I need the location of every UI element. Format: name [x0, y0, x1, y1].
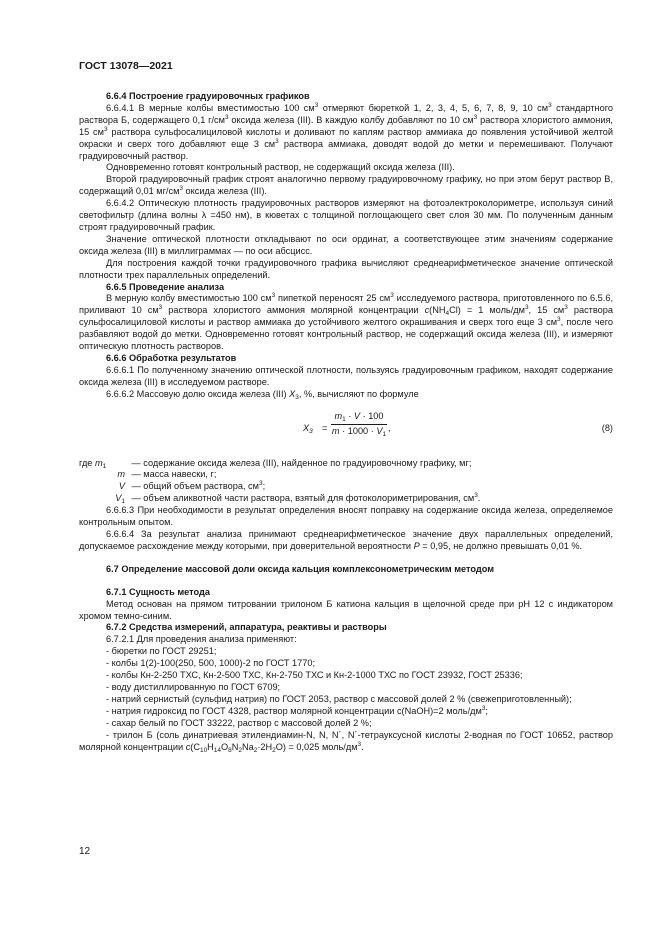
paragraph: Для построения каждой точки градуировочного графика вычисляют среднеарифметическое значение оптической плотности трех параллельных определений.	[79, 257, 613, 280]
paragraph: - сахар белый по ГОСТ 33222, раствор с массовой долей 2 %;	[106, 717, 372, 728]
paragraph: 6.6.6.1 По полученному значению оптической плотности, пользуясь градуировочным графиком, находят содержание оксида железа (III) в исследуемом растворе.	[79, 364, 613, 387]
paragraph: - колбы Кн-2-250 ТХС, Кн-2-500 ТХС, Кн-2-750 ТХС и Кн-2-1000 ТХС по ГОСТ 23932, ГОСТ 25336;	[106, 670, 523, 681]
section-heading: 6.6.4 Построение градуировочных графиков	[106, 91, 310, 101]
definition-symbol: m	[117, 469, 125, 480]
paragraph: 6.6.6.3 При необходимости в результат определения вносят поправку на содержание оксида железа, определяемое контрольным опытом.	[79, 505, 613, 528]
paragraph: 6.7.2.1 Для проведения анализа применяют:	[106, 634, 297, 645]
paragraph: Второй градуировочный график строят аналогично первому градуировочному графику, но при этом берут раствор В, содержащий 0,01 $мг/см^3$ оксида железа (III).	[79, 174, 613, 197]
page-body	[79, 91, 613, 753]
paragraph: 6.6.4.2 Оптическую плотность градуировочных растворов измеряют на фотоэлектроколориметре, используя синий светофильтр (длина волны λ =450 нм), в кюветах с толщиной поглощающего свет слоя 30 мм. По полученным данным строят градуировочный график.	[79, 198, 613, 232]
section-heading: 6.7.2 Средства измерений, аппаратура, реактивы и растворы	[106, 622, 387, 633]
paragraph: В мерную колбу вместимостью 100 $см^3$ пипеткой переносят 25 $см^3$ исследуемого раствора, приготовленного по 6.5.6, приливают 10 $см^3$ раствора хлористого аммония молярной концентрации $c(NH_4Cl) = 1$ моль/$дм^3$, 15 $см^3$ раствора сульфосалициловой кислоты и раствор аммиака до устойчивого желтого окрашивания и сверх того еще 3 $см^3$, после чего разбавляют водой до метки. Одновременно готовят контрольный раствор, не содержащий оксида железа (III), и измеряют оптическую плотность растворов.	[79, 292, 613, 352]
definition-symbol: V	[118, 481, 125, 492]
formula-number: (8)	[601, 422, 613, 433]
section-heading: 6.7.1 Сущность метода	[106, 586, 210, 597]
definition-row	[79, 493, 613, 505]
formula-definitions	[79, 458, 613, 506]
paragraph: - бюретки по ГОСТ 29251;	[106, 646, 217, 657]
definition-text: — общий объем раствора, $см^3$;	[129, 480, 266, 492]
formula-numerator: $m_1 \cdot V \cdot 100$	[334, 410, 384, 423]
text-section-6-7	[79, 505, 613, 753]
paragraph: 6.6.4.1 В мерные колбы вместимостью 100 $см^3$ отмеряют бюреткой 1, 2, 3, 4, 5, 6, 7, 8, 9, 10 $см^3$ стандартного раствора Б, содержащего 0,1 $г/см^3$ оксида железа (III). В каждую колбу добавляют по 10 $см^3$ раствора хлористого аммония, 15 $см^3$ раствора сульфосалициловой кислоты и доливают по каплям раствор аммиака до появления устойчивой желтой окраски и сверх того добавляют еще 3 $см^3$ раствора аммиака, доводят водой до метки и перемешивают. Получают градуировочный раствор.	[79, 101, 613, 161]
paragraph: 6.6.6.2 Массовую долю оксида железа (III) $X_3$, %, вычисляют по формуле	[106, 388, 419, 401]
formula-8	[79, 407, 613, 453]
definition-text: — объем аликвотной части раствора, взятый для фотоколориметрирования, $см^3$.	[129, 492, 481, 504]
paragraph: Метод основан на прямом титровании трилоном Б катиона кальция в щелочной среде при pH 12 с индикатором хромом темно-синим.	[79, 598, 613, 621]
definition-row	[79, 469, 613, 481]
paragraph: - натрий сернистый (сульфид натрия) по ГОСТ 2053, раствор с массовой долей 2 % (свежеприготовленный);	[106, 693, 572, 704]
definition-text: — масса навески, г;	[129, 469, 217, 480]
paragraph: - трилон Б (соль динатриевая этилендиамин-N, N, N´, N´-тетрауксусной кислоты 2-водная по ГОСТ 10652, раствор молярной концентрации $c(C_{10}H_{14}O_8N_2Na_2\cdot 2H_2O) = 0,025$ моль/$дм^3$.	[79, 729, 613, 754]
page-number: 12	[79, 846, 91, 857]
document-header: ГОСТ 13078—2021	[79, 60, 173, 72]
section-heading: 6.6.6 Обработка результатов	[106, 352, 237, 363]
text-section-6-6	[79, 91, 613, 401]
formula-lhs: $X_3$	[303, 422, 313, 435]
formula-equals: =	[322, 422, 328, 433]
section-heading: 6.7 Определение массовой доли оксида кальция комплексонометрическим методом	[106, 563, 495, 574]
definition-row	[79, 458, 613, 470]
formula-comma: ,	[388, 422, 391, 433]
paragraph: - натрия гидроксид по ГОСТ 4328, раствор молярной концентрации c(NaOH)=2 моль/$дм^3$;	[106, 704, 488, 716]
definition-symbol: где $m_1$	[79, 457, 107, 470]
paragraph: - воду дистиллированную по ГОСТ 6709;	[106, 681, 281, 692]
formula-fraction	[331, 411, 387, 439]
paragraph: Одновременно готовят контрольный раствор, не содержащий оксида железа (III).	[106, 162, 455, 173]
definition-text: — содержание оксида железа (III), найденное по градуировочному графику, мг;	[129, 457, 472, 468]
formula-denominator: $m \cdot 1000 \cdot V_1$	[331, 426, 387, 439]
paragraph: 6.6.6.4 За результат анализа принимают среднеарифметическое значение двух параллельных определений, допускаемое расхождение между которыми, при доверительной вероятности P = 0,95, не должно превышать 0,01 %.	[79, 529, 613, 551]
definition-symbol: $V_1$	[115, 493, 125, 506]
paragraph: Значение оптической плотности откладывают по оси ординат, а соответствующее этим значениям содержание оксида железа (III) в миллиграммах — по оси абсцисс.	[79, 233, 613, 256]
definition-row	[79, 481, 613, 493]
paragraph: - колбы 1(2)-100(250, 500, 1000)-2 по ГОСТ 1770;	[106, 658, 316, 669]
section-heading: 6.6.5 Проведение анализа	[106, 281, 225, 292]
